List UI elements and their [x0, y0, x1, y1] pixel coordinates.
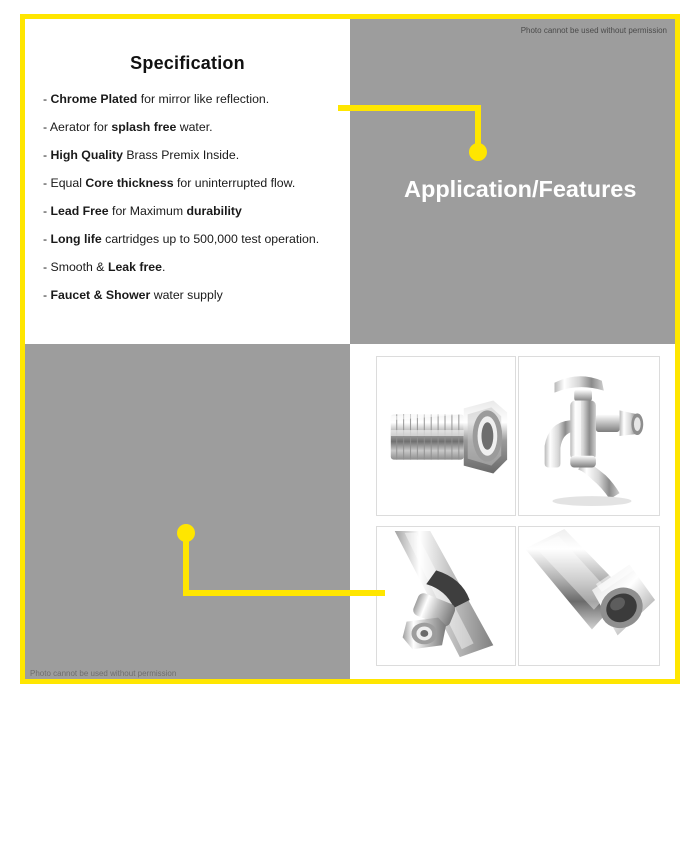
list-item: - Faucet & Shower water supply: [43, 288, 223, 302]
list-item: - Smooth & Leak free.: [43, 260, 166, 274]
list-item: - High Quality Brass Premix Inside.: [43, 148, 240, 162]
list-item: - Lead Free for Maximum durability: [43, 204, 242, 218]
yellow-border-frame: [20, 14, 680, 684]
application-features-title: Application/Features: [404, 176, 637, 202]
shot-previews-title: Shot Previews: [103, 826, 264, 852]
list-item: - Aerator for splash free water.: [43, 120, 213, 134]
specification-title: Specification: [130, 53, 245, 73]
watermark-top: Photo cannot be used without permission: [520, 26, 667, 35]
list-item: - Long life cartridges up to 500,000 test operation.: [43, 232, 320, 246]
watermark-bottom: Photo cannot be used without permission: [30, 669, 177, 678]
list-item: - Equal Core thickness for uninterrupted flow.: [43, 176, 296, 190]
list-item: - Chrome Plated for mirror like reflection.: [43, 92, 270, 106]
